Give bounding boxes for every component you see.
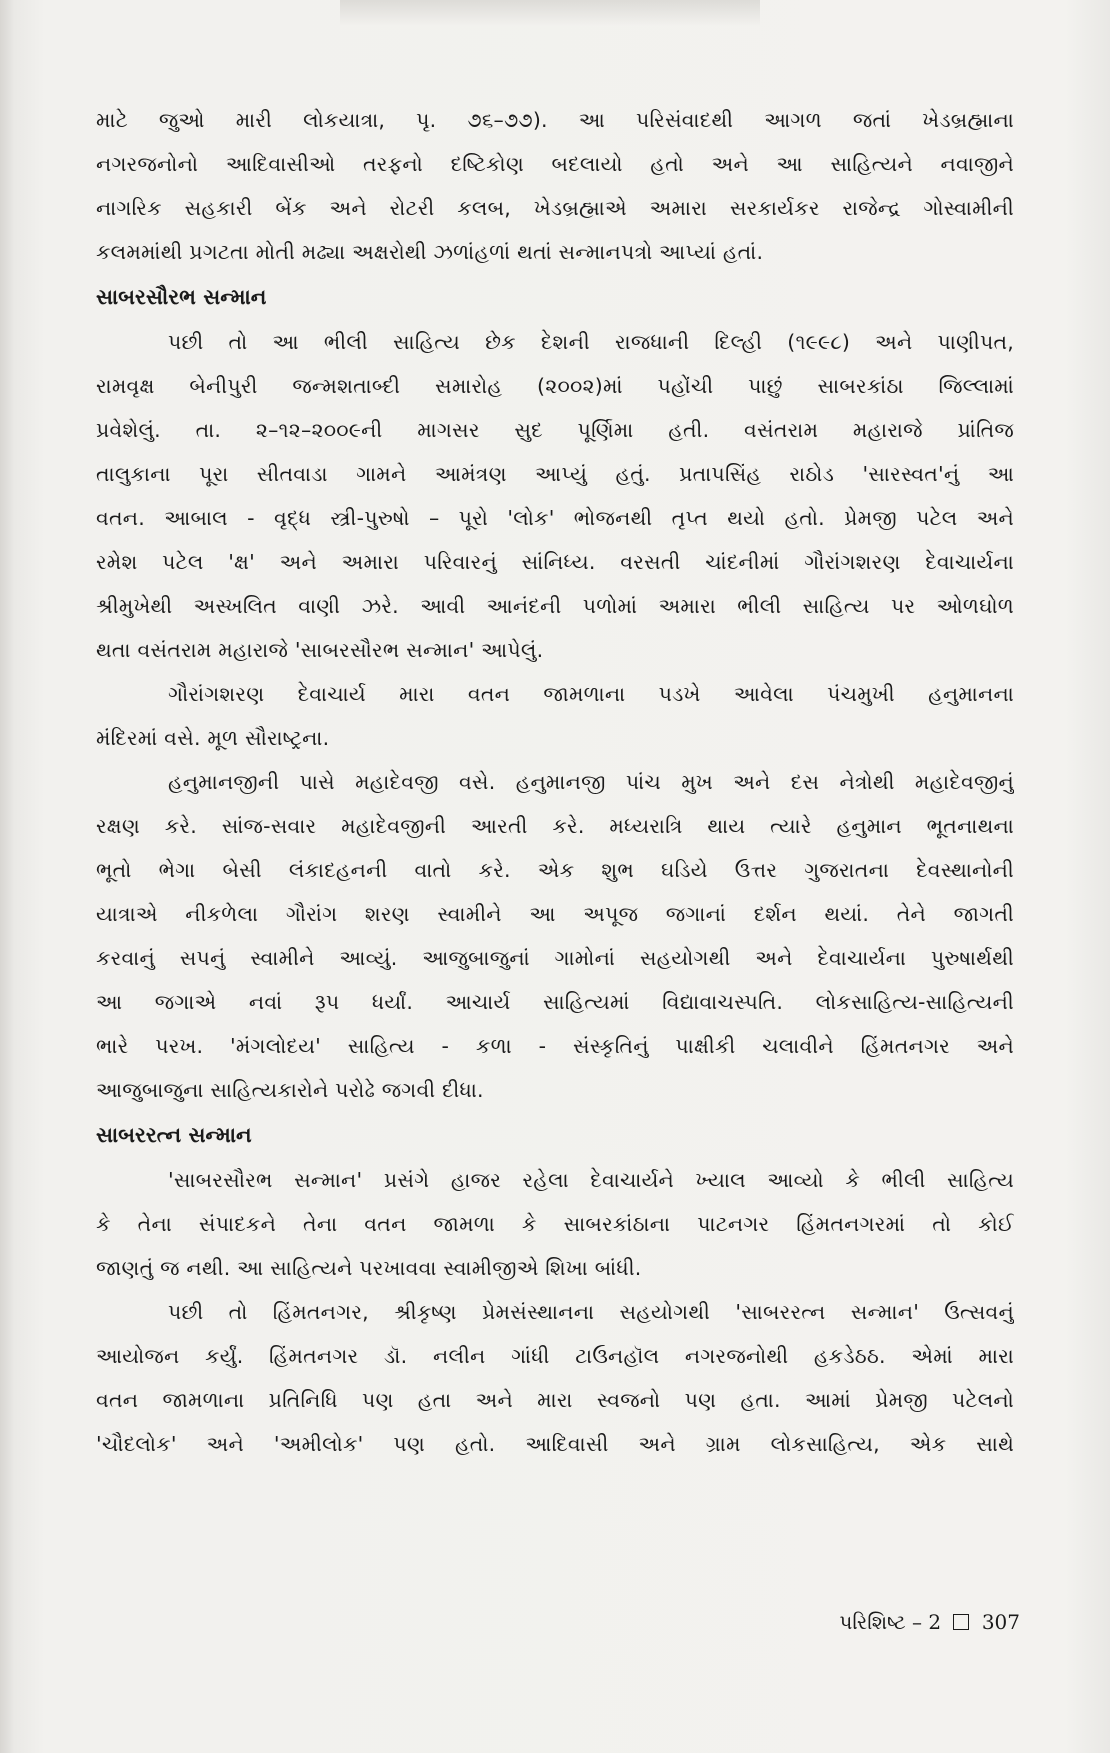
text-line: આ જગાએ નવાં રૂપ ધર્યાં. આચાર્ય સાહિત્યમાં વિદ્યાવાચસ્પતિ. લોકસાહિત્ય-સાહિત્યની <box>96 990 1014 1014</box>
text-line: પછી તો હિંમતનગર, શ્રીકૃષ્ણ પ્રેમસંસ્થાનના સહયોગથી 'સાબરરત્ન સન્માન' ઉત્સવનું <box>168 1300 1014 1324</box>
paragraph-2 <box>96 320 1014 672</box>
text-line: યાત્રાએ નીકળેલા ગૌરાંગ શરણ સ્વામીને આ અપૂજ જગાનાં દર્શન થયાં. તેને જાગતી <box>96 902 1014 926</box>
paragraph-1 <box>96 98 1014 274</box>
text-line: રામવૃક્ષ બેનીપુરી જન્મશતાબ્દી સમારોહ (૨૦૦૨)માં પહોંચી પાછું સાબરકાંઠા જિલ્લામાં <box>96 374 1014 398</box>
footer-section-label: પરિશિષ્ટ – 2 <box>839 1610 942 1634</box>
text-line: 'સાબરસૌરભ સન્માન' પ્રસંગે હાજર રહેલા દેવાચાર્યને ખ્યાલ આવ્યો કે ભીલી સાહિત્ય <box>168 1168 1014 1192</box>
page-body <box>96 98 1014 1466</box>
text-line: જાણતું જ નથી. આ સાહિત્યને પરખાવવા સ્વામીજીએ શિખા બાંધી. <box>96 1256 642 1280</box>
text-line: માટે જુઓ મારી લોકયાત્રા, પૃ. ૭૬–૭૭). આ પરિસંવાદથી આગળ જતાં ખેડબ્રહ્માના <box>96 108 1014 132</box>
paragraph-4 <box>96 760 1014 1112</box>
text-line: આયોજન કર્યું. હિંમતનગર ડૉ. નલીન ગાંધી ટાઉનહૉલ નગરજનોથી હકડેઠઠ. એમાં મારા <box>96 1344 1014 1368</box>
text-line: નગરજનોનો આદિવાસીઓ તરફનો દષ્ટિકોણ બદલાયો હતો અને આ સાહિત્યને નવાજીને <box>96 152 1014 176</box>
text-line: કલમમાંથી પ્રગટતા મોતી મઢ્યા અક્ષરોથી ઝળાંહળાં થતાં સન્માનપત્રો આપ્યાં હતાં. <box>96 240 764 264</box>
text-line: રક્ષણ કરે. સાંજ-સવાર મહાદેવજીની આરતી કરે. મધ્યરાત્રિ થાય ત્યારે હનુમાન ભૂતનાથના <box>96 814 1014 838</box>
paragraph-6 <box>96 1290 1014 1466</box>
text-line: કરવાનું સપનું સ્વામીને આવ્યું. આજુબાજુનાં ગામોનાં સહયોગથી અને દેવાચાર્યના પુરુષાર્થથી <box>96 946 1014 970</box>
text-line: મંદિરમાં વસે. મૂળ સૌરાષ્ટ્રના. <box>96 726 330 750</box>
text-line: વતન જામળાના પ્રતિનિધિ પણ હતા અને મારા સ્વજનો પણ હતા. આમાં પ્રેમજી પટેલનો <box>96 1388 1014 1412</box>
text-line: શ્રીમુખેથી અસ્ખલિત વાણી ઝરે. આવી આનંદની પળોમાં અમારા ભીલી સાહિત્ય પર ઓળઘોળ <box>96 594 1014 618</box>
text-line: ભૂતો ભેગા બેસી લંકાદહનની વાતો કરે. એક શુભ ઘડિયે ઉત્તર ગુજરાતના દેવસ્થાનોની <box>96 858 1014 882</box>
text-line: હનુમાનજીની પાસે મહાદેવજી વસે. હનુમાનજી પાંચ મુખ અને દસ નેત્રોથી મહાદેવજીનું <box>168 770 1014 794</box>
paragraph-5 <box>96 1158 1014 1290</box>
text-line: 'ચૌદલોક' અને 'અમીલોક' પણ હતો. આદિવાસી અને ગ્રામ લોકસાહિત્ય, એક સાથે <box>96 1432 1014 1456</box>
text-line: વતન. આબાલ - વૃદ્ધ સ્ત્રી-પુરુષો – પૂરો 'લોક' ભોજનથી તૃપ્ત થયો હતો. પ્રેમજી પટેલ અને <box>96 506 1014 530</box>
text-line: ગૌરાંગશરણ દેવાચાર્ય મારા વતન જામળાના પડખે આવેલા પંચમુખી હનુમાનના <box>168 682 1014 706</box>
page-number: 307 <box>981 1610 1020 1634</box>
text-line: રમેશ પટેલ 'ક્ષ' અને અમારા પરિવારનું સાંનિધ્ય. વરસતી ચાંદનીમાં ગૌરાંગશરણ દેવાચાર્યના <box>96 550 1014 574</box>
page-footer <box>839 1610 1020 1634</box>
text-line: તાલુકાના પૂરા સીતવાડા ગામને આમંત્રણ આપ્યું હતું. પ્રતાપસિંહ રાઠોડ 'સારસ્વત'નું આ <box>96 462 1014 486</box>
spine-shadow <box>0 0 14 1753</box>
text-line: ભારે પરખ. 'મંગલોદય' સાહિત્ય - કળા - સંસ્કૃતિનું પાક્ષીકી ચલાવીને હિંમતનગર અને <box>96 1034 1014 1058</box>
text-line: આજુબાજુના સાહિત્યકારોને પરોઢે જગવી દીધા. <box>96 1078 484 1102</box>
section-heading-sabarsaurabh: સાબરસૌરભ સન્માન <box>96 285 267 309</box>
paragraph-3 <box>96 672 1014 760</box>
text-line: થતા વસંતરામ મહારાજે 'સાબરસૌરભ સન્માન' આપેલું. <box>96 638 544 662</box>
text-line: કે તેના સંપાદકને તેના વતન જામળા કે સાબરકાંઠાના પાટનગર હિંમતનગરમાં તો કોઈ <box>96 1212 1014 1236</box>
section-heading-sabarratna: સાબરરત્ન સન્માન <box>96 1123 252 1147</box>
square-separator-icon <box>953 1614 969 1630</box>
text-line: પ્રવેશેલું. તા. ૨–૧૨–૨૦૦૯ની માગસર સુદ પૂર્ણિમા હતી. વસંતરામ મહારાજે પ્રાંતિજ <box>96 418 1014 442</box>
text-line: પછી તો આ ભીલી સાહિત્ય છેક દેશની રાજધાની દિલ્હી (૧૯૯૮) અને પાણીપત, <box>168 330 1014 354</box>
show-through-bleed <box>340 0 760 26</box>
text-line: નાગરિક સહકારી બેંક અને રોટરી કલબ, ખેડબ્રહ્માએ અમારા સરકાર્યકર રાજેન્દ્ર ગોસ્વામીની <box>96 196 1014 220</box>
